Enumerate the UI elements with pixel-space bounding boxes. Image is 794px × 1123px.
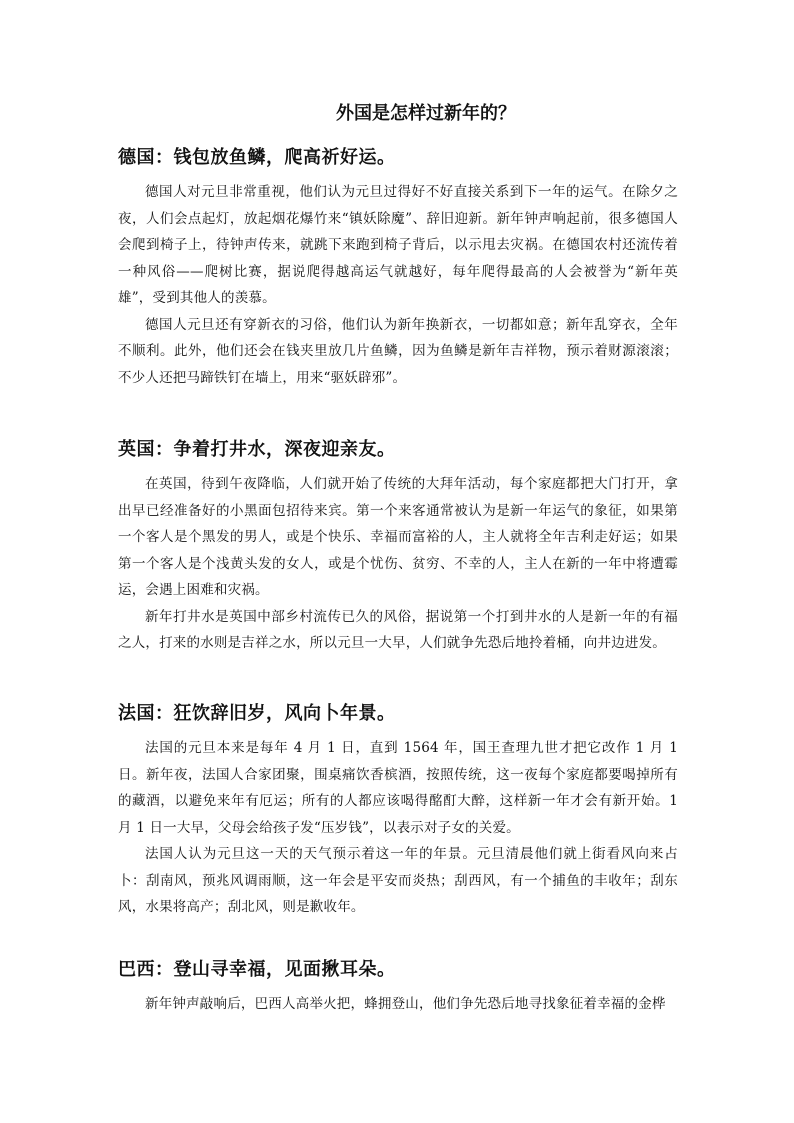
section-body xyxy=(118,179,678,391)
section-germany xyxy=(118,146,678,391)
section-heading: 德国：钱包放鱼鳞，爬高祈好运。 xyxy=(118,147,396,168)
paragraph: 新年钟声敲响后，巴西人高举火把，蜂拥登山，他们争先恐后地寻找象征着幸福的金桦 xyxy=(145,996,666,1012)
section-heading: 英国：争着打井水，深夜迎亲友。 xyxy=(118,439,396,460)
paragraph: 新年打井水是英国中部乡村流传已久的风俗，据说第一个打到井水的人是新一年的有福之人，打来的水则是吉祥之水，所以元旦一大早，人们就争先恐后地拎着桶，向井边进发。 xyxy=(118,608,678,651)
paragraph: 德国人元旦还有穿新衣的习俗，他们认为新年换新衣，一切都如意；新年乱穿衣，全年不顺利。此外，他们还会在钱夹里放几片鱼鳞，因为鱼鳞是新年吉祥物，预示着财源滚滚；不少人还把马蹄铁钉在墙上，用来“驱妖辟邪”。 xyxy=(118,316,678,386)
document-title: 外国是怎样过新年的？ xyxy=(336,103,516,124)
section-france xyxy=(118,702,678,921)
paragraph: 法国人认为元旦这一天的天气预示着这一年的年景。元旦清晨他们就上街看风向来占卜：刮南风，预兆风调雨顺，这一年会是平安而炎热；刮西风，有一个捕鱼的丰收年；刮东风，水果将高产；刮北风，则是歉收年。 xyxy=(118,846,678,915)
paragraph: 在英国，待到午夜降临，人们就开始了传统的大拜年活动，每个家庭都把大门打开，拿出早已经准备好的小黑面包招待来宾。第一个来客通常被认为是新一年运气的象征，如果第一个客人是个黑发的男人，或是个快乐、幸福而富裕的人，主人就将全年吉利走好运；如果第一个客人是个浅黄头发的女人，或是个忧伤、贫穷、不幸的人，主人在新的一年中将遭霉运，会遇上困难和灾祸。 xyxy=(118,476,678,598)
section-body xyxy=(118,471,678,657)
section-heading: 法国：狂饮辞旧岁，风向卜年景。 xyxy=(118,703,396,724)
section-britain xyxy=(118,438,678,657)
paragraph: 法国的元旦本来是每年 4 月 1 日，直到 1564 年，国王查理九世才把它改作 1 月 1 日。新年夜，法国人合家团聚，围桌痛饮香槟酒，按照传统，这一夜每个家庭都要喝掉所有的藏酒，以避免来年有厄运；所有的人都应该喝得酩酊大醉，这样新一年才会有新开始。1 月 1 日一大早，父母会给孩子发“压岁钱”，以表示对子女的关爱。 xyxy=(118,740,678,836)
section-body xyxy=(118,735,678,921)
paragraph: 德国人对元旦非常重视，他们认为元旦过得好不好直接关系到下一年的运气。在除夕之夜，人们会点起灯，放起烟花爆竹来“镇妖除魔”、辞旧迎新。新年钟声响起前，很多德国人会爬到椅子上，待钟声传来，就跳下来跑到椅子背后，以示甩去灾祸。在德国农村还流传着一种风俗——爬树比赛，据说爬得越高运气就越好，每年爬得最高的人会被誉为“新年英雄”，受到其他人的羡慕。 xyxy=(118,184,678,306)
section-heading: 巴西：登山寻幸福，见面揪耳朵。 xyxy=(118,959,396,980)
section-body xyxy=(118,991,678,1018)
section-brazil xyxy=(118,958,678,1018)
